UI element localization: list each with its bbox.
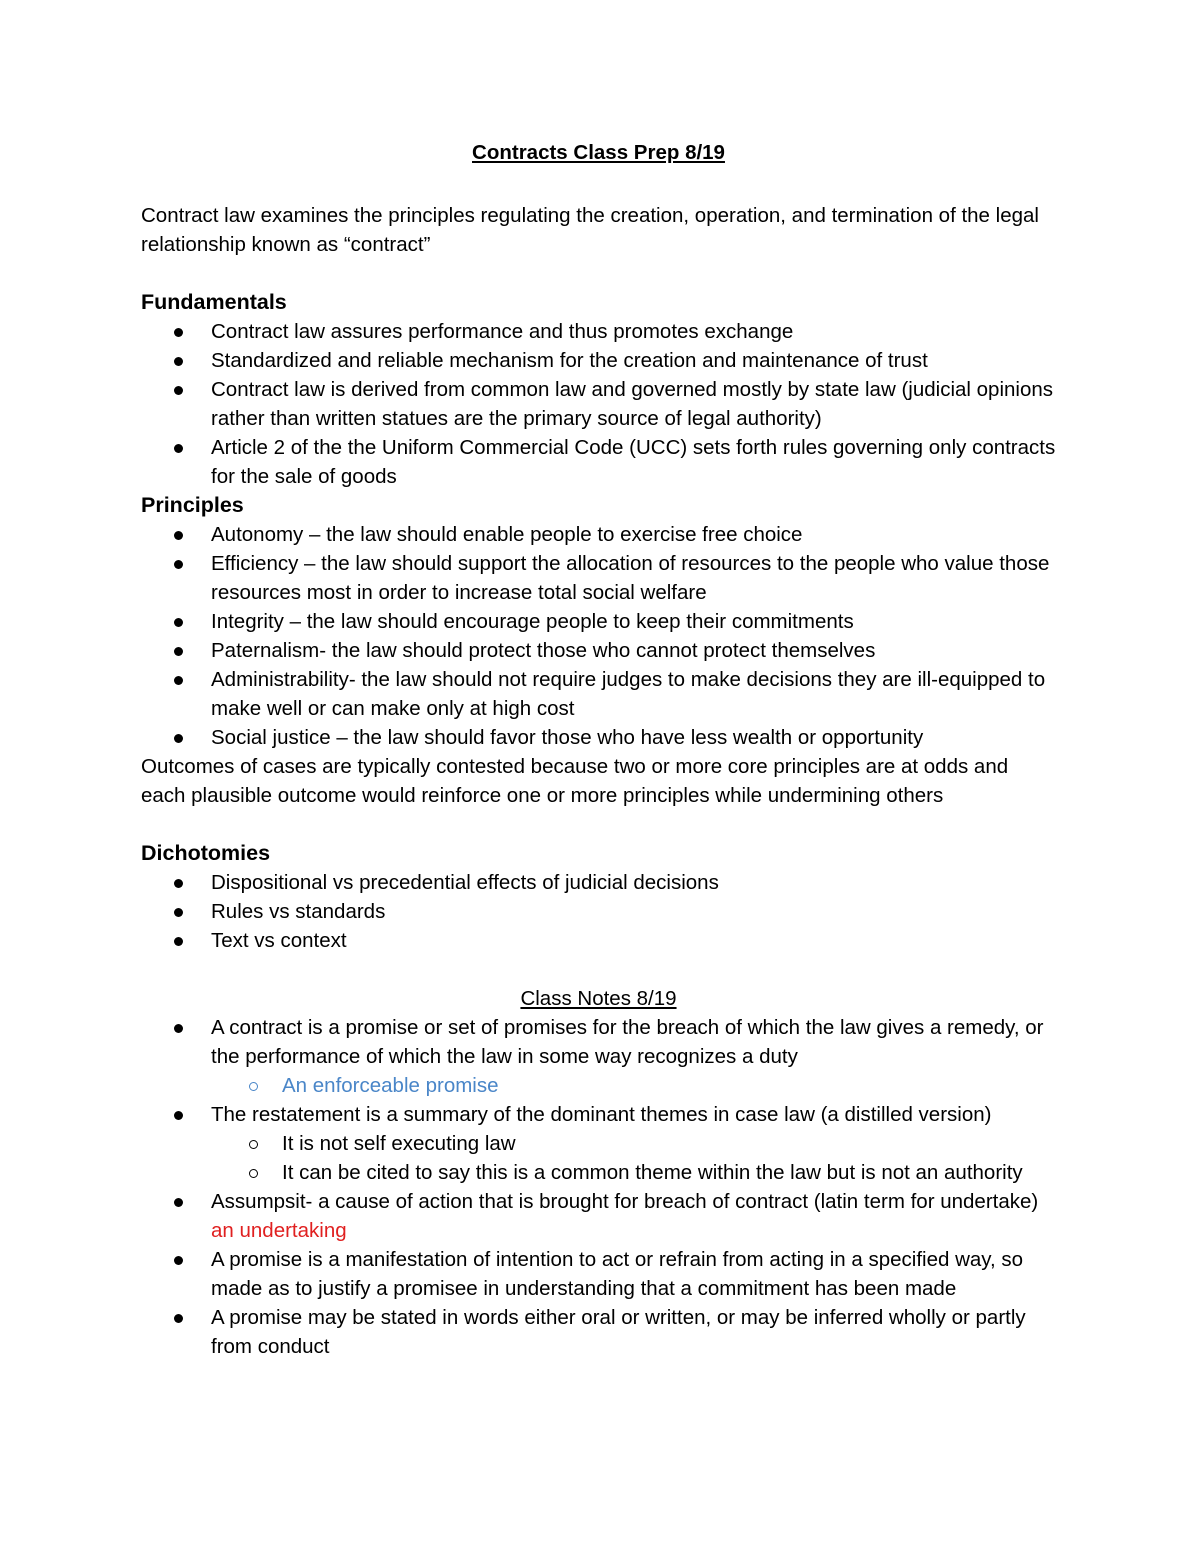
spacer [141, 810, 1056, 839]
bullet-icon [174, 444, 183, 453]
list-item-text: A promise may be stated in words either oral or written, or may be inferred wholly or partly from conduct [211, 1306, 1026, 1358]
spacer [141, 955, 1056, 984]
list-item [141, 375, 1056, 433]
list-item [141, 607, 1056, 636]
bullet-icon [174, 560, 183, 569]
list-item [141, 1303, 1056, 1361]
fundamentals-heading: Fundamentals [141, 290, 287, 314]
document-body [141, 138, 1056, 1361]
list-item [141, 1013, 1056, 1100]
list-item-text: Text vs context [211, 929, 347, 952]
list-item-text: Administrability- the law should not require judges to make decisions they are ill-equipped to make well or can make only at high cost [211, 668, 1046, 720]
hollow-bullet-icon [249, 1169, 258, 1178]
list-item [141, 1187, 1056, 1245]
list-item-text: Rules vs standards [211, 900, 386, 923]
list-item-text: Dispositional vs precedential effects of judicial decisions [211, 871, 719, 894]
bullet-icon [174, 386, 183, 395]
sub-list-item-text: An enforceable promise [282, 1074, 499, 1097]
sub-list-item-text: It is not self executing law [282, 1132, 516, 1155]
list-item-text: Contract law is derived from common law and governed mostly by state law (judicial opinions rather than written statues are the primary source of legal authority) [211, 378, 1054, 430]
list-item-text: Integrity – the law should encourage people to keep their commitments [211, 610, 854, 633]
class-notes-heading: Class Notes 8/19 [520, 987, 677, 1010]
list-item-text: Efficiency – the law should support the allocation of resources to the people who value those resources most in order to increase total social welfare [211, 552, 1050, 604]
list-item [141, 1100, 1056, 1187]
sub-list-item [141, 1129, 1056, 1158]
bullet-icon [174, 879, 183, 888]
bullet-icon [174, 734, 183, 743]
class-notes-list [141, 1013, 1056, 1361]
dichotomies-list [141, 868, 1056, 955]
spacer [141, 259, 1056, 288]
red-annotation: an undertaking [211, 1219, 347, 1242]
list-item [141, 926, 1056, 955]
bullet-icon [174, 1024, 183, 1033]
sub-list-item-text: It can be cited to say this is a common theme within the law but is not an authority [282, 1161, 1023, 1184]
list-item [141, 346, 1056, 375]
sub-list [141, 1071, 1056, 1100]
list-item-text: Paternalism- the law should protect those who cannot protect themselves [211, 639, 876, 662]
bullet-icon [174, 647, 183, 656]
bullet-icon [174, 1198, 183, 1207]
bullet-icon [174, 531, 183, 540]
fundamentals-list [141, 317, 1056, 491]
outcomes-paragraph: Outcomes of cases are typically contested because two or more core principles are at odds and each plausible outcome would reinforce one or more principles while undermining others [141, 755, 1009, 807]
principles-list [141, 520, 1056, 752]
bullet-icon [174, 908, 183, 917]
list-item [141, 723, 1056, 752]
bullet-icon [174, 1256, 183, 1265]
list-item-text: Standardized and reliable mechanism for the creation and maintenance of trust [211, 349, 928, 372]
intro-paragraph: Contract law examines the principles regulating the creation, operation, and termination of the legal relationship known as “contract” [141, 204, 1039, 256]
list-item-text: Assumpsit- a cause of action that is brought for breach of contract (latin term for undertake) [211, 1190, 1039, 1213]
list-item [141, 520, 1056, 549]
hollow-bullet-icon [249, 1082, 258, 1091]
list-item-text: Article 2 of the the Uniform Commercial Code (UCC) sets forth rules governing only contracts for the sale of goods [211, 436, 1056, 488]
document-title: Contracts Class Prep 8/19 [472, 141, 725, 164]
bullet-icon [174, 1314, 183, 1323]
hollow-bullet-icon [249, 1140, 258, 1149]
sub-list [141, 1129, 1056, 1187]
list-item [141, 433, 1056, 491]
bullet-icon [174, 328, 183, 337]
sub-list-item [141, 1071, 1056, 1100]
sub-list-item [141, 1158, 1056, 1187]
list-item-text: The restatement is a summary of the dominant themes in case law (a distilled version) [211, 1103, 992, 1126]
bullet-icon [174, 618, 183, 627]
list-item [141, 665, 1056, 723]
list-item [141, 897, 1056, 926]
list-item-text: Contract law assures performance and thus promotes exchange [211, 320, 794, 343]
list-item-text: A contract is a promise or set of promises for the breach of which the law gives a remedy, or the performance of which the law in some way recognizes a duty [211, 1016, 1044, 1068]
list-item [141, 636, 1056, 665]
list-item-text: Social justice – the law should favor those who have less wealth or opportunity [211, 726, 924, 749]
list-item [141, 549, 1056, 607]
bullet-icon [174, 937, 183, 946]
list-item-text: Autonomy – the law should enable people to exercise free choice [211, 523, 803, 546]
dichotomies-heading: Dichotomies [141, 841, 271, 865]
bullet-icon [174, 1111, 183, 1120]
list-item-text: A promise is a manifestation of intention to act or refrain from acting in a specified way, so made as to justify a promisee in understanding that a commitment has been made [211, 1248, 1024, 1300]
list-item [141, 868, 1056, 897]
bullet-icon [174, 357, 183, 366]
list-item [141, 1245, 1056, 1303]
bullet-icon [174, 676, 183, 685]
principles-heading: Principles [141, 493, 244, 517]
list-item [141, 317, 1056, 346]
